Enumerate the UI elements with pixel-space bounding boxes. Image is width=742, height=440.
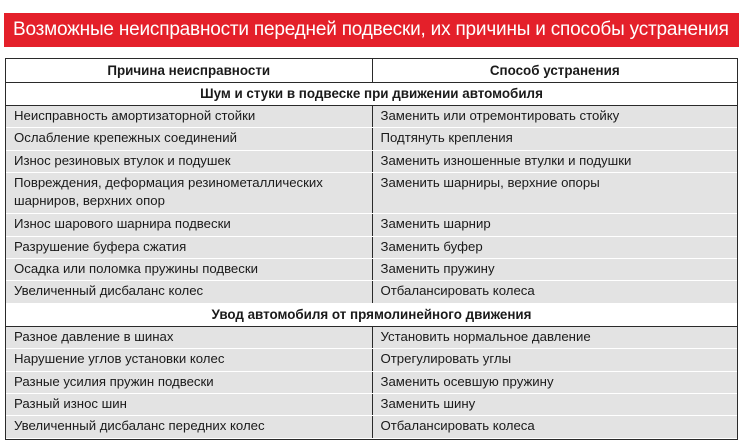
table-row	[6, 393, 737, 415]
remedy-cell: Заменить шину	[372, 393, 737, 415]
cause-cell: Ослабление крепежных соединений	[6, 128, 372, 150]
remedy-cell: Заменить буфер	[372, 236, 737, 258]
table-row	[6, 150, 737, 172]
table-row	[6, 128, 737, 150]
section-heading-row	[6, 83, 737, 106]
remedy-cell: Подтянуть крепления	[372, 128, 737, 150]
remedy-cell: Заменить осевшую пружину	[372, 371, 737, 393]
faults-table-container	[5, 58, 738, 440]
column-header-cause: Причина неисправности	[6, 59, 372, 83]
table-row	[6, 416, 737, 438]
cause-cell: Разрушение буфера сжатия	[6, 236, 372, 258]
table-row	[6, 106, 737, 128]
section-heading: Увод автомобиля от прямолинейного движения	[6, 303, 737, 326]
remedy-cell: Установить нормальное давление	[372, 326, 737, 348]
table-row	[6, 173, 737, 214]
cause-cell: Разные усилия пружин подвески	[6, 371, 372, 393]
column-header-remedy: Способ устранения	[372, 59, 737, 83]
cause-cell: Разный износ шин	[6, 393, 372, 415]
remedy-cell: Отрегулировать углы	[372, 349, 737, 371]
cause-cell: Увеличенный дисбаланс передних колес	[6, 416, 372, 438]
section-heading: Шум и стуки в подвеске при движении автомобиля	[6, 83, 737, 106]
faults-table	[6, 59, 737, 439]
cause-cell: Износ шарового шарнира подвески	[6, 214, 372, 236]
remedy-cell: Заменить шарнир	[372, 214, 737, 236]
cause-cell: Осадка или поломка пружины подвески	[6, 258, 372, 280]
table-header-row	[6, 59, 737, 83]
remedy-cell: Заменить или отремонтировать стойку	[372, 106, 737, 128]
cause-cell: Неисправность амортизаторной стойки	[6, 106, 372, 128]
cause-cell: Износ резиновых втулок и подушек	[6, 150, 372, 172]
table-row	[6, 349, 737, 371]
table-row	[6, 214, 737, 236]
table-row	[6, 326, 737, 348]
remedy-cell: Заменить изношенные втулки и подушки	[372, 150, 737, 172]
cause-cell: Увеличенный дисбаланс колес	[6, 281, 372, 303]
remedy-cell: Заменить шарниры, верхние опоры	[372, 173, 737, 214]
cause-cell: Разное давление в шинах	[6, 326, 372, 348]
section-heading-row	[6, 303, 737, 326]
remedy-cell: Отбалансировать колеса	[372, 416, 737, 438]
table-row	[6, 258, 737, 280]
cause-cell: Нарушение углов установки колес	[6, 349, 372, 371]
remedy-cell: Отбалансировать колеса	[372, 281, 737, 303]
page-title: Возможные неисправности передней подвески, их причины и способы устранения	[4, 13, 739, 47]
remedy-cell: Заменить пружину	[372, 258, 737, 280]
table-row	[6, 281, 737, 303]
table-row	[6, 236, 737, 258]
cause-cell: Повреждения, деформация резинометаллических шарниров, верхних опор	[6, 173, 372, 214]
table-row	[6, 371, 737, 393]
